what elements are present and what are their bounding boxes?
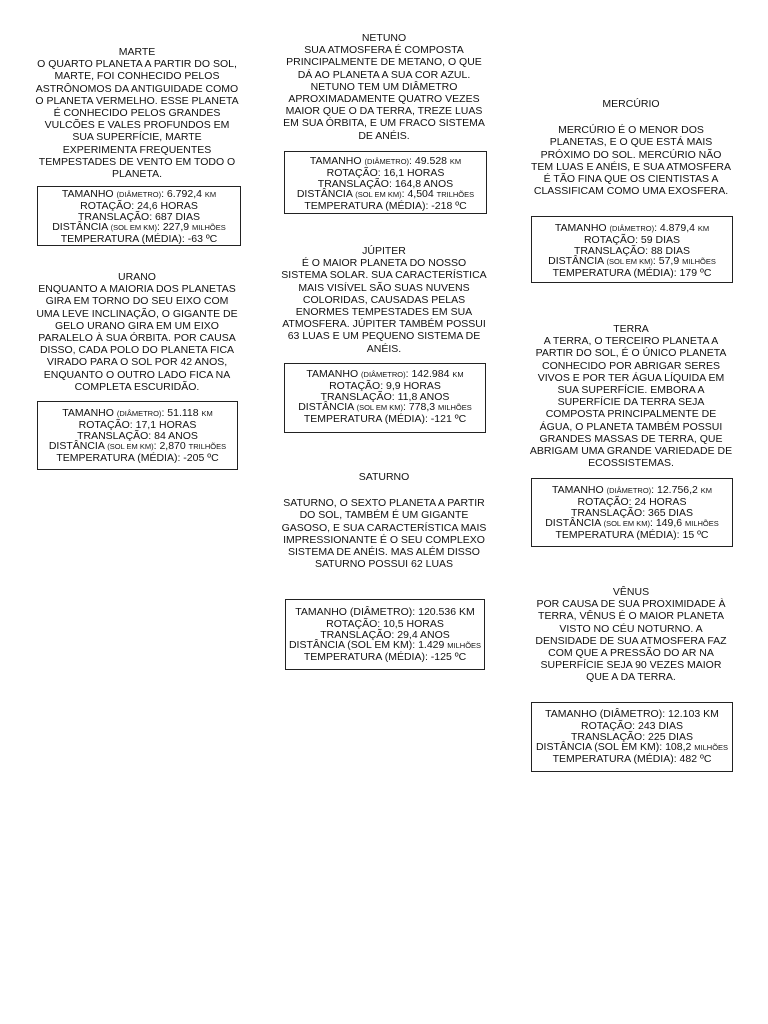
urano-section [34, 271, 240, 393]
netuno-section [281, 32, 487, 142]
jupiter-temperatura: TEMPERATURA (MÉDIA): -121 ºC [303, 413, 467, 426]
urano-distancia: DISTÂNCIA (SOL EM KM): 2,870 TRILHÕES [48, 440, 227, 453]
terra-title: TERRA [613, 323, 649, 335]
marte-title: MARTE [118, 46, 156, 58]
marte-temperatura: TEMPERATURA (MÉDIA): -63 ºC [60, 233, 218, 246]
netuno-stats-box [284, 151, 487, 214]
venus-stats-box [531, 702, 733, 772]
saturno-temperatura: TEMPERATURA (MÉDIA): -125 ºC [303, 651, 467, 664]
mercurio-title: MERCÚRIO [602, 98, 660, 110]
terra-section [528, 323, 734, 469]
jupiter-stats-box [284, 363, 486, 433]
venus-description: POR CAUSA DE SUA PROXIMIDADE À TERRA, VÊNUS É O MAIOR PLANETA VISTO NO CÉU NOTURNO. A DENSIDADE DE SUA ATMOSFERA FAZ COM QUE A PRESSÃO DO AR NA SUPERFÍCIE SEJA 90 VEZES MAIOR QUE A DA TERRA. [535, 598, 727, 684]
jupiter-tamanho: TAMANHO (DIÂMETRO): 142.984 KM [306, 368, 464, 380]
netuno-title: NETUNO [361, 32, 407, 44]
mercurio-description: MERCÚRIO É O MENOR DOS PLANETAS, E O QUE ESTÁ MAIS PRÓXIMO DO SOL. MERCÚRIO NÃO TEM LUAS E ANÉIS, E SUA ATMOSFERA É TÃO FINA QUE OS CIENTISTAS A CLASSIFICAM COMO UMA EXOSFERA. [531, 124, 731, 198]
jupiter-section [281, 245, 487, 355]
mercurio-rotacao: ROTAÇÃO: 59 DIAS [583, 233, 681, 246]
mercurio-temperatura: TEMPERATURA (MÉDIA): 179 ºC [552, 267, 712, 280]
venus-tamanho: TAMANHO (DIÂMETRO): 12.103 KM [545, 708, 719, 720]
venus-translacao: TRANSLAÇÃO: 225 DIAS [571, 730, 693, 743]
terra-stats-box [531, 478, 733, 547]
saturno-translacao: TRANSLAÇÃO: 29,4 ANOS [320, 628, 450, 641]
urano-translacao: TRANSLAÇÃO: 84 ANOS [77, 429, 198, 442]
netuno-rotacao: ROTAÇÃO: 16,1 HORAS [326, 166, 445, 179]
saturno-section [281, 471, 487, 570]
terra-distancia: DISTÂNCIA (SOL EM KM): 149,6 MILHÕES [545, 517, 719, 530]
urano-tamanho: TAMANHO (DIÂMETRO): 51.118 KM [62, 407, 213, 419]
netuno-tamanho: TAMANHO (DIÂMETRO): 49.528 KM [309, 155, 462, 167]
saturno-rotacao: ROTAÇÃO: 10,5 HORAS [326, 617, 444, 630]
jupiter-rotacao: ROTAÇÃO: 9,9 HORAS [329, 379, 441, 392]
marte-tamanho: TAMANHO (DIÂMETRO): 6.792,4 KM [61, 188, 217, 200]
mercurio-stats-box [531, 216, 733, 283]
netuno-temperatura: TEMPERATURA (MÉDIA): -218 ºC [304, 200, 467, 213]
terra-rotacao: ROTAÇÃO: 24 HORAS [577, 495, 687, 508]
saturno-title: SATURNO [358, 471, 410, 483]
terra-tamanho: TAMANHO (DIÂMETRO): 12.756,2 KM [551, 484, 713, 496]
urano-stats-box [37, 401, 238, 470]
terra-temperatura: TEMPERATURA (MÉDIA): 15 ºC [555, 529, 709, 542]
terra-description: A TERRA, O TERCEIRO PLANETA A PARTIR DO SOL, É O ÚNICO PLANETA CONHECIDO POR ABRIGAR SERES VIVOS E POR TER ÁGUA LÍQUIDA EM SUA SUPERFÍCIE. EMBORA A SUPERFÍCIE DA TERRA SEJA COMPOSTA PRINCIPALMENTE DE ÁGUA, O PLANETA TAMBÉM POSSUI GRANDES MASSAS DE TERRA, QUE ABRIGAM UMA GRANDE VARIEDADE DE ECOSSISTEMAS. [529, 335, 733, 470]
marte-translacao: TRANSLAÇÃO: 687 DIAS [78, 210, 200, 223]
marte-rotacao: ROTAÇÃO: 24,6 HORAS [80, 199, 198, 212]
netuno-translacao: TRANSLAÇÃO: 164,8 ANOS [317, 177, 454, 190]
marte-distancia: DISTÂNCIA (SOL EM KM): 227,9 MILHÕES [52, 221, 226, 234]
netuno-distancia: DISTÂNCIA (SOL EM KM): 4,504 TRILHÕES [296, 188, 475, 201]
netuno-description: SUA ATMOSFERA É COMPOSTA PRINCIPALMENTE DE METANO, O QUE DÁ AO PLANETA A SUA COR AZUL. NETUNO TEM UM DIÂMETRO APROXIMADAMENTE QUATRO VEZES MAIOR QUE O DA TERRA, TREZE LUAS EM SUA ÓRBITA, E UM FRACO SISTEMA DE ANÉIS. [283, 44, 485, 142]
venus-rotacao: ROTAÇÃO: 243 DIAS [581, 719, 683, 732]
marte-description: O QUARTO PLANETA A PARTIR DO SOL, MARTE, FOI CONHECIDO PELOS ASTRÔNOMOS DA ANTIGUIDADE COMO O PLANETA VERMELHO. ESSE PLANETA É CONHECIDO PELOS GRANDES VULCÕES E VALES PROFUNDOS EM SUA SUPERFÍCIE, MARTE EXPERIMENTA FREQUENTES TEMPESTADES DE VENTO EM TODO O PLANETA. [35, 58, 239, 181]
marte-stats-box [37, 186, 241, 246]
mercurio-tamanho: TAMANHO (DIÂMETRO): 4.879,4 KM [554, 222, 710, 234]
venus-section [530, 586, 732, 684]
urano-description: ENQUANTO A MAIORIA DOS PLANETAS GIRA EM TORNO DO SEU EIXO COM UMA LEVE INCLINAÇÃO, O GIGANTE DE GELO URANO GIRA EM UM EIXO PARALELO À SUA ÓRBITA. POR CAUSA DISSO, CADA POLO DO PLANETA FICA VIRADO PARA O SOL POR 42 ANOS, ENQUANTO O OUTRO LADO FICA NA COMPLETA ESCURIDÃO. [36, 283, 238, 393]
saturno-description: SATURNO, O SEXTO PLANETA A PARTIR DO SOL, TAMBÉM É UM GIGANTE GASOSO, E SUA CARACTERÍSTICA MAIS IMPRESSIONANTE É O SEU COMPLEXO SISTEMA DE ANÉIS. MAS ALÉM DISSO SATURNO POSSUI 62 LUAS [281, 497, 487, 571]
mercurio-section [530, 98, 732, 197]
jupiter-description: É O MAIOR PLANETA DO NOSSO SISTEMA SOLAR. SUA CARACTERÍSTICA MAIS VISÍVEL SÃO SUAS NUVENS COLORIDAS, CAUSADAS PELAS ENORMES TEMPESTADES EM SUA ATMOSFERA. JÚPITER TAMBÉM POSSUI 63 LUAS E UM PEQUENO SISTEMA DE ANÉIS. [281, 257, 487, 355]
urano-temperatura: TEMPERATURA (MÉDIA): -205 ºC [56, 452, 219, 465]
saturno-distancia: DISTÂNCIA (SOL EM KM): 1.429 MILHÕES [288, 639, 482, 652]
marte-section [34, 46, 240, 180]
mercurio-translacao: TRANSLAÇÃO: 88 DIAS [573, 244, 691, 257]
saturno-tamanho: TAMANHO (DIÂMETRO): 120.536 KM [295, 606, 475, 618]
urano-title: URANO [118, 271, 156, 283]
venus-distancia: DISTÂNCIA (SOL EM KM): 108,2 MILHÕES [535, 741, 729, 754]
venus-title: VÊNUS [612, 586, 650, 598]
mercurio-distancia: DISTÂNCIA (SOL EM KM): 57,9 MILHÕES [548, 255, 716, 268]
jupiter-title: JÚPITER [362, 245, 406, 257]
urano-rotacao: ROTAÇÃO: 17,1 HORAS [78, 418, 197, 431]
terra-translacao: TRANSLAÇÃO: 365 DIAS [571, 506, 693, 519]
jupiter-distancia: DISTÂNCIA (SOL EM KM): 778,3 MILHÕES [298, 401, 472, 414]
saturno-stats-box [285, 599, 485, 670]
jupiter-translacao: TRANSLAÇÃO: 11,8 ANOS [320, 390, 450, 403]
venus-temperatura: TEMPERATURA (MÉDIA): 482 ºC [552, 753, 712, 766]
